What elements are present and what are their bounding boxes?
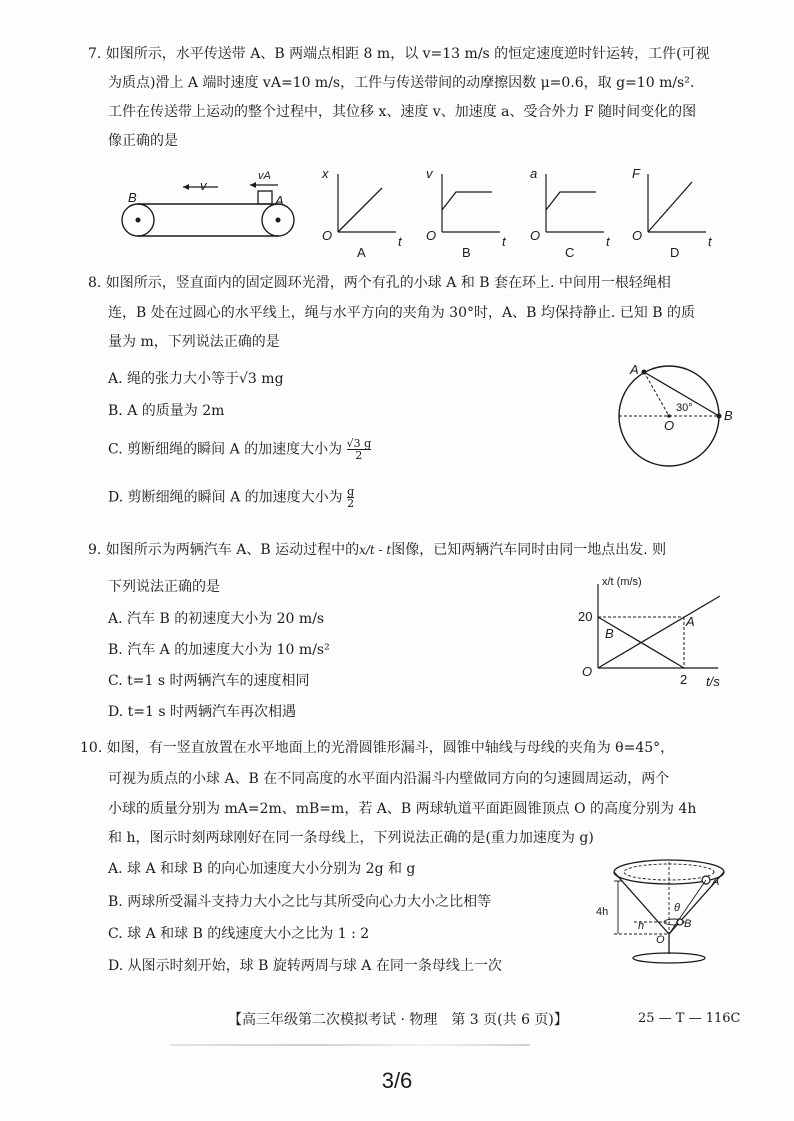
belt-label-a: A [275,193,284,208]
page-footer: 【高三年级第二次模拟考试 · 物理 第 3 页(共 6 页)】 [228,1012,568,1028]
conveyor-belt-figure [118,165,298,245]
graph-c-origin: O [530,228,541,243]
q10-option-c: C. 球 A 和球 B 的线速度大小之比为 1 : 2 [108,926,370,942]
funnel-label-b: B [684,918,692,930]
q8-option-b: B. A 的质量为 2m [108,403,225,419]
graph-c-a-t [538,170,608,240]
q9-line-1-graph-type: x/t - t [359,543,392,557]
graph-d-origin: O [632,228,643,243]
graph-b-xlabel: t [502,234,506,249]
xt-graph-xaxis-label: t/s [706,674,720,689]
graph-b-ylabel: v [426,166,433,181]
graph-b-v-t [434,170,504,240]
q8-line-2: 连，B 处在过圆心的水平线上，绳与水平方向的夹角为 30°时，A、B 均保持静止. 已知 B 的质 [108,305,695,321]
q8-option-c [108,438,371,461]
graph-b-origin: O [426,228,437,243]
ring-label-o: O [664,418,675,433]
q9-line-1-prefix: 9. 如图所示为两辆汽车 A、B 运动过程中的 [88,542,360,558]
ring-angle-label: 30° [676,402,693,414]
q8-line-1: 8. 如图所示，竖直面内的固定圆环光滑，两个有孔的小球 A 和 B 套在环上. 中间用一根轻绳相 [88,275,671,291]
funnel-label-o: O [656,934,665,946]
q9-option-d: D. t=1 s 时两辆汽车再次相遇 [108,704,296,720]
funnel-label-theta: θ [674,902,680,914]
q8-option-d [108,486,354,509]
belt-label-va: vA [258,170,271,182]
graph-c-xlabel: t [606,234,610,249]
funnel-label-4h: 4h [596,906,609,918]
q10-line-3: 小球的质量分别为 mA=2m、mB=m，若 A、B 两球轨道平面距圆锥顶点 O 的高度分别为 4h [108,801,697,817]
ring-label-b: B [724,408,733,423]
graph-c-caption: C [565,245,575,260]
belt-label-v: v [200,178,207,193]
graph-a-origin: O [322,228,333,243]
page-counter: 3/6 [381,1068,413,1093]
funnel-label-h: h [638,920,645,932]
q9-option-a: A. 汽车 B 的初速度大小为 20 m/s [108,611,325,627]
q8-option-c-den: 2 [355,449,363,462]
q8-option-d-fraction [347,486,354,509]
xt-graph-yaxis-label: x/t (m/s) [602,576,642,588]
graph-d-caption: D [670,245,680,260]
graph-d-xlabel: t [708,234,712,249]
q8-option-d-den: 2 [347,497,355,510]
q9-option-c: C. t=1 s 时两辆汽车的速度相同 [108,673,310,689]
q9-line-1-suffix: 图像，已知两辆汽车同时由同一地点出发. 则 [391,542,667,558]
q8-line-3: 量为 m，下列说法正确的是 [108,334,280,350]
graph-a-ylabel: x [322,166,329,181]
q8-option-c-num: √3 g [346,437,372,450]
q7-line-4: 像正确的是 [108,133,178,149]
graph-d-f-t [640,170,710,240]
graph-d-ylabel: F [632,166,640,181]
q10-line-1: 10. 如图，有一竖直放置在水平地面上的光滑圆锥形漏斗，圆锥中轴线与母线的夹角为 θ=45°， [80,740,675,756]
xt-graph-label-b: B [605,626,614,641]
q8-option-d-num: g [347,485,355,498]
q7-line-1: 7. 如图所示，水平传送带 A、B 两端点相距 8 m，以 v=13 m/s 的恒定速度逆时针运转，工件(可视 [88,46,710,62]
q9-line-2: 下列说法正确的是 [108,579,220,595]
q8-option-d-text: D. 剪断细绳的瞬间 A 的加速度大小为 [108,489,343,506]
graph-a-x-t [330,170,400,240]
q7-line-3: 工件在传送带上运动的整个过程中，其位移 x、速度 v、加速度 a、受合外力 F 随时间变化的图 [108,104,697,120]
q10-line-4: 和 h，图示时刻两球刚好在同一条母线上，下列说法正确的是(重力加速度为 g) [108,830,594,846]
q10-option-a: A. 球 A 和球 B 的向心加速度大小分别为 2g 和 g [108,861,416,877]
footer-smudge [170,1044,530,1046]
xt-graph-label-a: A [686,614,695,629]
q10-line-2: 可视为质点的小球 A、B 在不同高度的水平面内沿漏斗内壁做同方向的匀速圆周运动，两个 [108,771,670,787]
exam-code: 25 — T — 116C [638,1011,741,1026]
xt-graph-y-tick: 20 [578,609,593,624]
q8-option-a: A. 绳的张力大小等于√3 mg [108,371,284,387]
graph-a-caption: A [357,245,366,260]
q9-option-b: B. 汽车 A 的加速度大小为 10 m/s² [108,642,330,658]
q7-line-2: 为质点)滑上 A 端时速度 vA=10 m/s，工件与传送带间的动摩擦因数 μ=0.6，取 g=10 m/s². [108,75,695,91]
q8-option-c-fraction [347,438,372,461]
xt-graph-x-tick: 2 [680,672,688,687]
q8-option-c-text: C. 剪断细绳的瞬间 A 的加速度大小为 [108,441,343,458]
graph-c-ylabel: a [530,166,538,181]
funnel-figure [604,852,734,972]
graph-b-caption: B [462,245,471,260]
q9-line-1 [88,539,666,559]
ring-label-a: A [630,362,639,377]
graph-a-xlabel: t [398,234,402,249]
q10-option-d: D. 从图示时刻开始，球 B 旋转两周与球 A 在同一条母线上一次 [108,958,502,974]
q10-option-b: B. 两球所受漏斗支持力大小之比与其所受向心力大小之比相等 [108,894,492,910]
funnel-label-a: A [712,876,720,888]
xt-graph-origin: O [582,664,593,679]
belt-label-b: B [128,190,137,205]
